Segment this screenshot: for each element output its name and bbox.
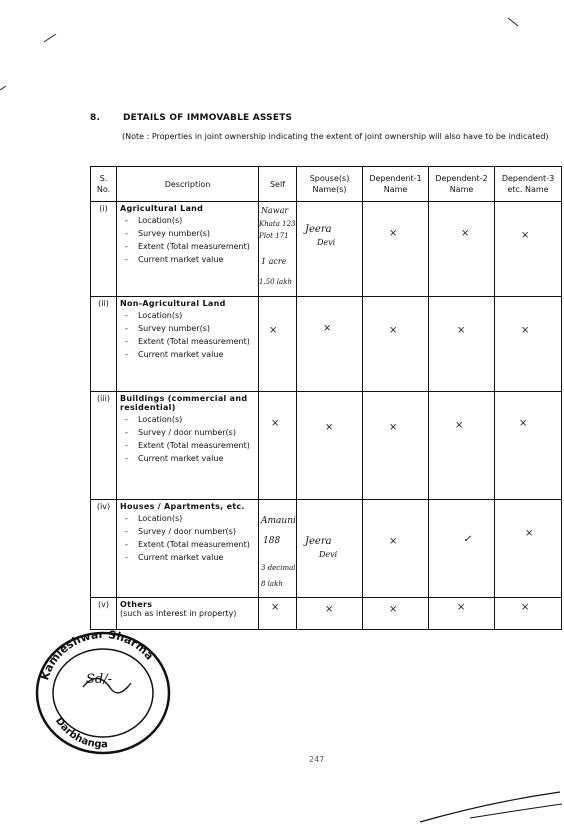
cross-mark: × xyxy=(325,422,334,433)
cross-mark: × xyxy=(389,422,398,433)
cross-mark: × xyxy=(457,325,466,336)
row-subtitle: (such as interest in property) xyxy=(120,609,237,618)
list-item: - Current market value xyxy=(125,350,255,360)
row-description xyxy=(117,392,259,500)
page-number: 247 xyxy=(309,755,325,764)
row-sno: (iii) xyxy=(91,392,117,500)
table-row xyxy=(91,297,562,392)
list-item: - Survey / door number(s) xyxy=(125,428,255,438)
seal-text-bottom: Darbhanga xyxy=(52,715,108,751)
col-dependent-3: Dependent-3 etc. Name xyxy=(495,167,562,202)
self-cell xyxy=(259,297,297,392)
cross-mark: × xyxy=(455,420,464,431)
dependent-2-cell xyxy=(429,598,495,630)
handwritten-entry: 1.50 lakh xyxy=(259,278,292,286)
cross-mark: × xyxy=(461,228,470,239)
handwritten-entry: Devi xyxy=(317,238,336,247)
section-number: 8. xyxy=(90,113,101,123)
cross-mark: × xyxy=(389,228,398,239)
row-description xyxy=(117,297,259,392)
row-sno: (ii) xyxy=(91,297,117,392)
handwritten-entry: 8 lakh xyxy=(261,580,283,588)
seal-text-top: Kamleshwar Sharma xyxy=(38,627,157,682)
cross-mark: × xyxy=(325,604,334,615)
dependent-3-cell xyxy=(495,202,562,297)
list-item: - Current market value xyxy=(125,553,255,563)
col-dependent-1: Dependent-1 Name xyxy=(363,167,429,202)
dependent-1-cell xyxy=(363,202,429,297)
cross-mark: × xyxy=(389,536,398,547)
row-description xyxy=(117,500,259,598)
handwritten-entry: Plot 171 xyxy=(259,232,289,240)
dependent-1-cell xyxy=(363,297,429,392)
table-row xyxy=(91,202,562,297)
dependent-3-cell xyxy=(495,598,562,630)
list-item: - Survey number(s) xyxy=(125,324,255,334)
row-sno: (iv) xyxy=(91,500,117,598)
list-item: - Location(s) xyxy=(125,216,255,226)
row-title: Non-Agricultural Land xyxy=(120,299,226,308)
handwritten-entry: Jeera xyxy=(305,224,332,235)
handwritten-entry: Amauni xyxy=(261,516,296,526)
list-item: - Extent (Total measurement) xyxy=(125,242,255,252)
dependent-1-cell xyxy=(363,392,429,500)
col-spouse: Spouse(s) Name(s) xyxy=(297,167,363,202)
list-item: - Location(s) xyxy=(125,514,255,524)
row-sno: (v) xyxy=(91,598,117,630)
cross-mark: × xyxy=(457,602,466,613)
handwritten-entry: 3 decimal xyxy=(261,564,296,572)
handwritten-entry: Nawar xyxy=(261,206,289,215)
row-title: Houses / Apartments, etc. xyxy=(120,502,245,511)
handwritten-entry: Khata 123 xyxy=(259,220,296,228)
section-note: (Note : Properties in joint ownership indicating the extent of joint ownership will also have to be indicated) xyxy=(122,132,549,141)
dependent-3-cell xyxy=(495,392,562,500)
cross-mark: × xyxy=(323,323,332,334)
col-description: Description xyxy=(117,167,259,202)
row-description xyxy=(117,202,259,297)
spouse-cell xyxy=(297,297,363,392)
list-item: - Location(s) xyxy=(125,415,255,425)
row-title: Buildings (commercial and residential) xyxy=(120,394,248,412)
spouse-cell xyxy=(297,392,363,500)
handwritten-entry: Jeera xyxy=(305,536,332,547)
list-item: - Current market value xyxy=(125,454,255,464)
dependent-2-cell xyxy=(429,202,495,297)
dependent-1-cell xyxy=(363,500,429,598)
cross-mark: × xyxy=(525,528,534,539)
col-self: Self xyxy=(259,167,297,202)
table-row xyxy=(91,500,562,598)
cross-mark: × xyxy=(271,602,280,613)
self-cell xyxy=(259,500,297,598)
list-item: - Survey / door number(s) xyxy=(125,527,255,537)
cross-mark: × xyxy=(521,230,530,241)
cross-mark: × xyxy=(519,418,528,429)
handwritten-entry: Devi xyxy=(319,550,338,559)
handwritten-entry: 188 xyxy=(263,536,281,546)
cross-mark: × xyxy=(269,325,278,336)
tick-mark: ✓ xyxy=(463,534,472,545)
col-sno: S. No. xyxy=(91,167,117,202)
self-cell xyxy=(259,598,297,630)
self-cell xyxy=(259,392,297,500)
cross-mark: × xyxy=(521,602,530,613)
cross-mark: × xyxy=(521,325,530,336)
cross-mark: × xyxy=(389,604,398,615)
dependent-3-cell xyxy=(495,297,562,392)
list-item: - Location(s) xyxy=(125,311,255,321)
table-header-row xyxy=(91,167,562,202)
spouse-cell xyxy=(297,500,363,598)
table-row xyxy=(91,392,562,500)
list-item: - Survey number(s) xyxy=(125,229,255,239)
handwritten-entry: 1 acre xyxy=(261,257,287,266)
dependent-3-cell xyxy=(495,500,562,598)
dependent-2-cell xyxy=(429,392,495,500)
seal-stamp xyxy=(28,625,178,755)
dependent-2-cell xyxy=(429,500,495,598)
immovable-assets-table xyxy=(90,166,562,630)
cross-mark: × xyxy=(389,325,398,336)
spouse-cell xyxy=(297,598,363,630)
section-heading xyxy=(90,113,292,123)
list-item: - Extent (Total measurement) xyxy=(125,540,255,550)
list-item: - Current market value xyxy=(125,255,255,265)
row-title: Others xyxy=(120,600,153,609)
self-cell xyxy=(259,202,297,297)
list-item: - Extent (Total measurement) xyxy=(125,337,255,347)
dependent-1-cell xyxy=(363,598,429,630)
row-title: Agricultural Land xyxy=(120,204,204,213)
dependent-2-cell xyxy=(429,297,495,392)
row-sno: (i) xyxy=(91,202,117,297)
section-title: DETAILS OF IMMOVABLE ASSETS xyxy=(123,113,293,123)
spouse-cell xyxy=(297,202,363,297)
col-dependent-2: Dependent-2 Name xyxy=(429,167,495,202)
cross-mark: × xyxy=(271,418,280,429)
list-item: - Extent (Total measurement) xyxy=(125,441,255,451)
seal-signature: Sd/- xyxy=(86,672,112,687)
